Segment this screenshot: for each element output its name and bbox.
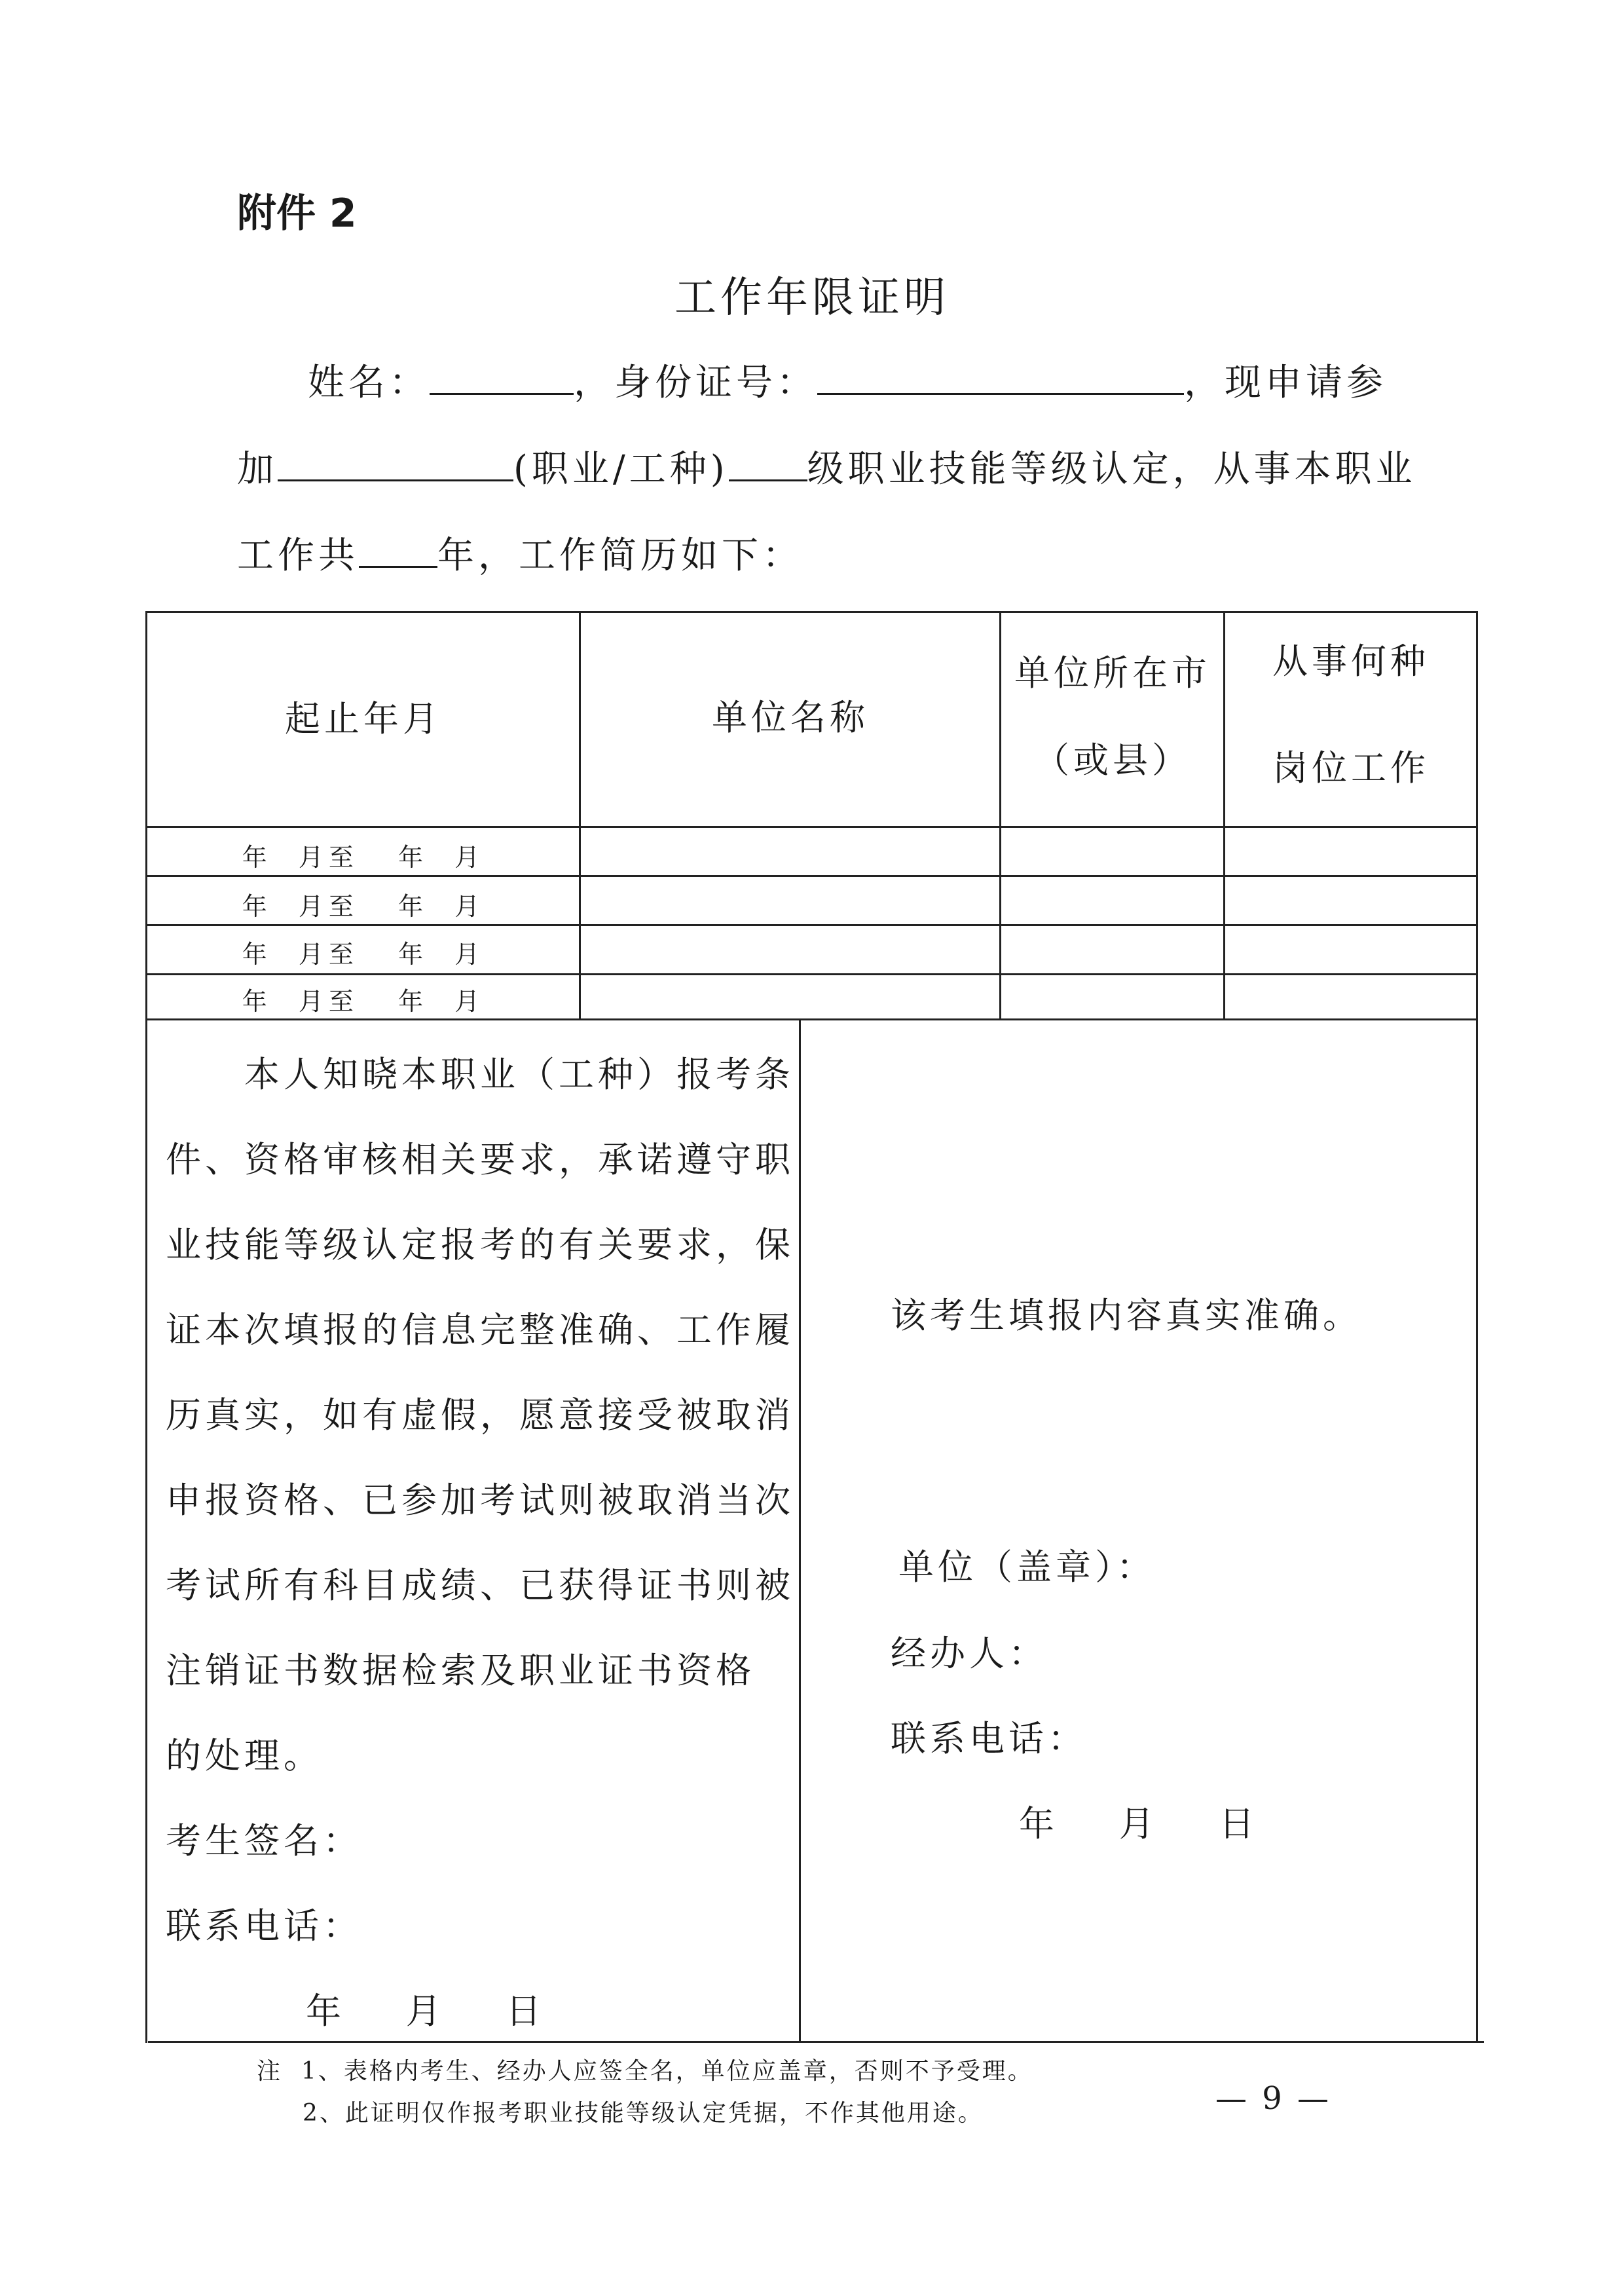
unit-statement: 该考生填报内容真实准确。 <box>891 1295 1362 1336</box>
unit-date[interactable]: 年 月 日 <box>1019 1803 1259 1844</box>
candidate-date[interactable]: 年 月 日 <box>306 1990 545 2032</box>
name-blank[interactable] <box>430 359 574 395</box>
header-unit-city: 单位所在市 <box>1014 652 1211 694</box>
header-bottom-border <box>145 826 1477 828</box>
header-post-work: 岗位工作 <box>1272 747 1430 789</box>
intro-tail: ，现申请参 <box>1184 362 1387 404</box>
occupation-blank[interactable] <box>278 445 513 481</box>
header-unit-county: （或县） <box>1034 739 1191 781</box>
declaration-line: 业技能等级认定报考的有关要求，保 <box>166 1224 794 1265</box>
table-row-period[interactable]: 年 月至 年 月 <box>242 987 485 1016</box>
intro-line-3 <box>237 527 803 579</box>
level-blank[interactable] <box>729 445 807 481</box>
declaration-line: 注销证书数据检索及职业证书资格 <box>166 1650 755 1691</box>
table-row-period[interactable]: 年 月至 年 月 <box>242 940 485 969</box>
declaration-line: 历真实，如有虚假，愿意接受被取消 <box>166 1394 794 1436</box>
header-unit-name: 单位名称 <box>712 697 869 738</box>
resume-label: 年，工作简历如下： <box>437 534 803 577</box>
unit-phone-label[interactable]: 联系电话： <box>891 1718 1087 1759</box>
intro-line-2 <box>237 440 1416 493</box>
page-title: 工作年限证明 <box>674 274 950 322</box>
table-row-period[interactable]: 年 月至 年 月 <box>242 892 485 921</box>
row-divider <box>145 875 1477 877</box>
occupation-label: (职业/工种) <box>513 448 729 491</box>
unit-seal-label[interactable]: 单位（盖章）： <box>898 1546 1156 1588</box>
note-2: 2、此证明仅作报考职业技能等级认定凭据，不作其他用途。 <box>303 2100 984 2127</box>
level-label: 级职业技能等级认定，从事本职业 <box>807 448 1416 491</box>
declaration-line: 证本次填报的信息完整准确、工作履 <box>166 1309 794 1351</box>
lower-col-divider <box>799 1018 801 2042</box>
table-top-border <box>145 611 1477 613</box>
row-divider <box>145 924 1477 926</box>
header-post: 从事何种 <box>1272 641 1430 682</box>
table-right-border <box>1476 611 1478 2043</box>
declaration-line: 本人知晓本职业（工种）报考条 <box>166 1054 794 1095</box>
declaration-line: 申报资格、已参加考试则被取消当次 <box>166 1480 794 1521</box>
intro-line-1 <box>308 354 1387 406</box>
row-divider <box>145 973 1477 975</box>
id-number-blank[interactable] <box>817 359 1184 395</box>
table-bottom-border <box>148 2041 1484 2043</box>
note-1: 注 1、表格内考生、经办人应签全名，单位应盖章，否则不予受理。 <box>257 2058 1033 2085</box>
name-label: 姓名： <box>308 362 430 404</box>
declaration-line: 件、资格审核相关要求，承诺遵守职 <box>166 1139 794 1180</box>
header-period: 起止年月 <box>285 698 442 739</box>
id-label: ，身份证号： <box>574 362 817 404</box>
rows-bottom-border <box>145 1018 1477 1020</box>
intro-join-label: 加 <box>237 448 278 491</box>
page-number: — 9 — <box>1215 2080 1332 2117</box>
table-row-period[interactable]: 年 月至 年 月 <box>242 843 485 872</box>
years-label: 工作共 <box>237 534 359 577</box>
attachment-label: 附件 2 <box>237 191 357 236</box>
declaration-line: 的处理。 <box>166 1735 323 1776</box>
candidate-signature-label[interactable]: 考生签名： <box>166 1820 362 1861</box>
candidate-phone-label[interactable]: 联系电话： <box>166 1905 362 1947</box>
handler-label[interactable]: 经办人： <box>891 1633 1048 1674</box>
table-left-border <box>145 611 147 2043</box>
declaration-line: 考试所有科目成绩、已获得证书则被 <box>166 1565 794 1606</box>
years-blank[interactable] <box>359 532 437 568</box>
